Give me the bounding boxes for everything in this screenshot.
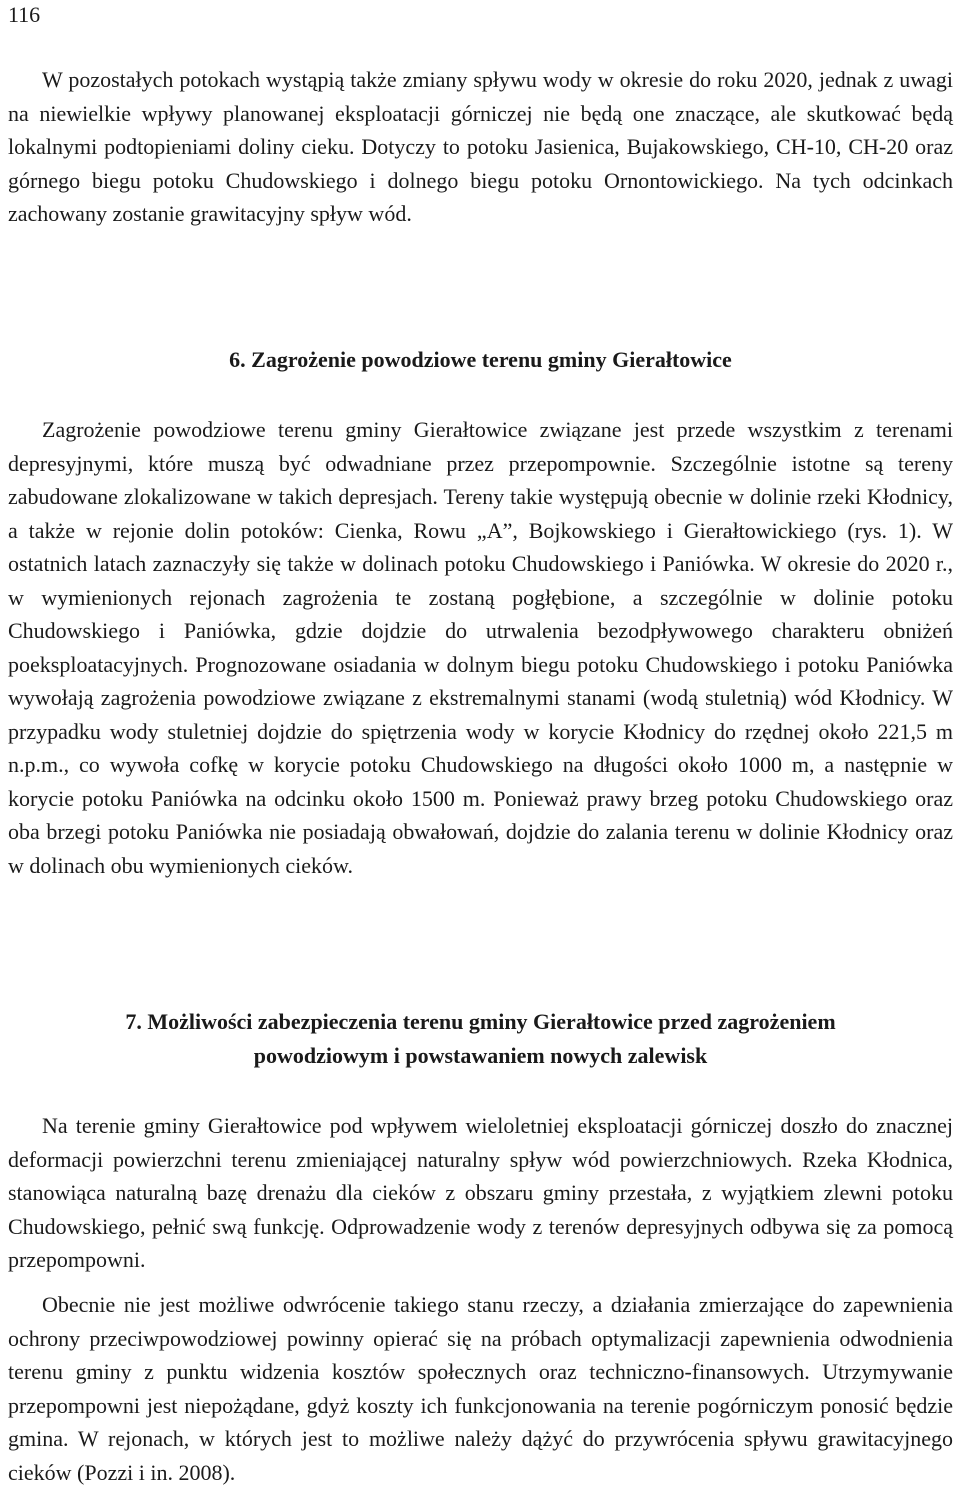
section-7-paragraph-1: Na terenie gminy Gierałtowice pod wpływem wieloletniej eksploatacji górniczej doszło do znacznej deformacji powierzchni terenu zmieniającej naturalny spływ wód powierzchniowych. Rzeka Kłodnica, stanowiąca naturalną bazę drenażu dla cieków z obszaru gminy przestała, z wyjątkiem zlewni potoku Chudowskiego, pełnić swą funkcję. Odprowadzenie wody z terenów depresyjnych odbywa się za pomocą przepompowni. xyxy=(8,1113,953,1272)
section-6-heading: 6. Zagrożenie powodziowe terenu gminy Gierałtowice xyxy=(229,347,732,372)
page-number: 116 xyxy=(8,2,41,27)
section-7-heading-line-2: powodziowym i powstawaniem nowych zalewisk xyxy=(253,1042,708,1068)
paragraph-intro: W pozostałych potokach wystąpią także zmiany spływu wody w okresie do roku 2020, jednak z uwagi na niewielkie wpływy planowanej eksploatacji górniczej nie będą one znaczące, ale skutkować będą lokalnymi podtopieniami doliny cieku. Dotyczy to potoku Jasienica, Bujakowskiego, CH-10, CH-20 oraz górnego biegu potoku Chudowskiego i dolnego biegu potoku Ornontowickiego. Na tych odcinkach zachowany zostanie grawitacyjny spływ wód. xyxy=(8,67,953,226)
section-6-paragraph: Zagrożenie powodziowe terenu gminy Gierałtowice związane jest przede wszystkim z terenami depresyjnymi, które muszą być odwadniane przez przepompownie. Szczególnie istotne są tereny zabudowane zlokalizowane w takich depresjach. Tereny takie występują obecnie w dolinie rzeki Kłodnicy, a także w rejonie dolin potoków: Cienka, Rowu „A”, Bojkowskiego i Gierałtowickiego (rys. 1). W ostatnich latach zaznaczyły się także w dolinach potoku Chudowskiego i Paniówka. W okresie do 2020 r., w wymienionych rejonach zagrożenia te zostaną pogłębione, a szczególnie w dolinie potoku Chudowskiego i Paniówka, gdzie dojdzie do utrwalenia bezodpływowego charakteru obniżeń poeksploatacyjnych. Prognozowane osiadania w dolnym biegu potoku Chudowskiego i potoku Paniówka wywołają zagrożenia powodziowe związane z ekstremalnymi stanami (wodą stuletnią) wód Kłodnicy. W przypadku wody stuletniej dojdzie do spiętrzenia wody w korycie Kłodnicy do rzędnej około 221,5 m n.p.m., co wywoła cofkę w korycie potoku Chudowskiego na długości około 1000 m, a następnie w korycie potoku Paniówka na odcinku około 1500 m. Ponieważ prawy brzeg potoku Chudowskiego oraz oba brzegi potoku Paniówka nie posiadają obwałowań, dojdzie do zalania terenu w dolinie Kłodnicy oraz w dolinach obu wymienionych cieków. xyxy=(8,417,953,878)
section-7-heading-line-1: 7. Możliwości zabezpieczenia terenu gminy Gierałtowice przed zagrożeniem xyxy=(125,1009,836,1034)
section-7-paragraph-2: Obecnie nie jest możliwe odwrócenie takiego stanu rzeczy, a działania zmierzające do zapewnienia ochrony przeciwpowodziowej powinny opierać się na próbach optymalizacji zapewnienia odwodnienia terenu gminy z punktu widzenia kosztów społecznych oraz techniczno-finansowych. Utrzymywanie przepompowni jest niepożądane, gdyż koszty ich funkcjonowania na terenie pogórniczym ponosić będzie gmina. W rejonach, w których jest to możliwe należy dążyć do przywrócenia spływu grawitacyjnego cieków (Pozzi i in. 2008). xyxy=(8,1292,953,1485)
section-7-heading xyxy=(8,1005,953,1072)
